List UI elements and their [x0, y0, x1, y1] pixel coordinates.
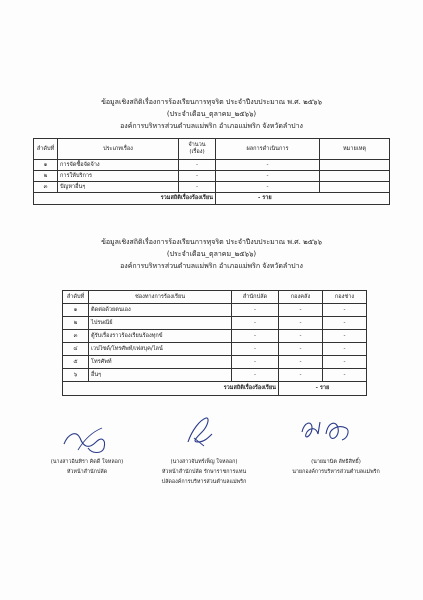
table-row	[34, 182, 390, 193]
row-note	[320, 171, 390, 182]
row-office: -	[232, 330, 279, 343]
row-no: ๖	[63, 369, 89, 382]
table-row	[34, 160, 390, 171]
row-result: -	[216, 160, 320, 171]
signature-3-position: นายกองค์การบริหารส่วนตำบลแม่พริก	[292, 469, 380, 475]
header-no: ลำดับที่	[34, 139, 58, 160]
header-count: จำนวน (เรื่อง)	[179, 139, 216, 160]
complaint-type-table	[33, 138, 390, 205]
summary-label: รวมสถิติเรื่องร้องเรียน	[63, 382, 279, 396]
section2-period: (ประจำเดือน_ตุลาคม_๒๕๖๖)	[166, 250, 257, 258]
summary-value: - ราย	[216, 193, 390, 205]
row-count: -	[179, 182, 216, 193]
row-office: -	[232, 343, 279, 356]
row-finance: -	[279, 317, 323, 330]
header-engineering: กองช่าง	[323, 291, 367, 304]
row-count: -	[179, 171, 216, 182]
complaint-channel-table	[62, 290, 367, 396]
row-note	[320, 160, 390, 171]
row-no: ๔	[63, 343, 89, 356]
row-office: -	[232, 369, 279, 382]
signature-3-name: (นายมานิต ลัทธิสิทธิ์)	[311, 459, 361, 465]
row-result: -	[216, 171, 320, 182]
row-finance: -	[279, 356, 323, 369]
summary-label: รวมสถิติเรื่องร้องเรียน	[34, 193, 216, 205]
row-no: ๓	[63, 330, 89, 343]
header-office: สำนักปลัด	[232, 291, 279, 304]
header-finance: กองคลัง	[279, 291, 323, 304]
row-no: ๕	[63, 356, 89, 369]
header-type: ประเภทเรื่อง	[58, 139, 179, 160]
row-office: -	[232, 356, 279, 369]
row-engineering: -	[323, 369, 367, 382]
signature-1-mark	[58, 420, 114, 458]
table-header-row	[34, 139, 390, 160]
row-note	[320, 182, 390, 193]
row-office: -	[232, 317, 279, 330]
row-engineering: -	[323, 317, 367, 330]
table-row	[63, 343, 367, 356]
row-finance: -	[279, 343, 323, 356]
section1-period: (ประจำเดือน_ตุลาคม_๒๕๖๖)	[166, 110, 257, 118]
row-type: การให้บริการ	[58, 171, 179, 182]
row-no: ๑	[34, 160, 58, 171]
row-channel: โทรศัพท์	[89, 356, 232, 369]
row-channel: ไปรษณีย์	[89, 317, 232, 330]
table-row	[34, 171, 390, 182]
row-count: -	[179, 160, 216, 171]
row-no: ๑	[63, 304, 89, 317]
section1-title: ข้อมูลเชิงสถิติเรื่องการร้องเรียนการทุจริต ประจำปีงบประมาณ พ.ศ. ๒๕๖๖	[101, 98, 322, 106]
row-type: ปัญหาอื่นๆ	[58, 182, 179, 193]
signature-2-position: หัวหน้าสำนักปลัด รักษาราชการแทน	[161, 469, 247, 475]
table-header-row	[63, 291, 367, 304]
row-engineering: -	[323, 304, 367, 317]
row-channel: เวปไซด์/โทรศัพท์/เฟสบุค/ไลน์	[89, 343, 232, 356]
table-row	[63, 304, 367, 317]
row-engineering: -	[323, 330, 367, 343]
signature-2-position-2: ปลัดองค์การบริหารส่วนตำบลแม่พริก	[161, 479, 247, 485]
row-engineering: -	[323, 356, 367, 369]
signature-3-mark	[296, 412, 354, 450]
header-channel: ช่องทางการร้องเรียน	[89, 291, 232, 304]
section1-organization: องค์การบริหารส่วนตำบลแม่พริก อำเภอแม่พริก จังหวัดลำปาง	[120, 122, 303, 130]
row-no: ๒	[34, 171, 58, 182]
row-type: การจัดซื้อจัดจ้าง	[58, 160, 179, 171]
row-finance: -	[279, 330, 323, 343]
row-office: -	[232, 304, 279, 317]
header-result: ผลการดำเนินการ	[216, 139, 320, 160]
section2-organization: องค์การบริหารส่วนตำบลแม่พริก อำเภอแม่พริก จังหวัดลำปาง	[120, 262, 303, 270]
row-channel: ตู้รับเรื่องราวร้องเรียนร้องทุกข์	[89, 330, 232, 343]
signature-2-mark	[178, 412, 218, 452]
header-note: หมายเหตุ	[320, 139, 390, 160]
row-finance: -	[279, 369, 323, 382]
section2-title: ข้อมูลเชิงสถิติเรื่องการร้องเรียนการทุจริต ประจำปีงบประมาณ พ.ศ. ๒๕๖๖	[101, 238, 322, 246]
table-row	[63, 330, 367, 343]
signature-1-position: หัวหน้าสำนักปลัด	[66, 469, 108, 475]
summary-value: - ราย	[279, 382, 367, 396]
row-finance: -	[279, 304, 323, 317]
table-row	[63, 369, 367, 382]
summary-row	[34, 193, 390, 205]
summary-row	[63, 382, 367, 396]
row-result: -	[216, 182, 320, 193]
row-no: ๒	[63, 317, 89, 330]
signature-1-name: (นางสาวอินทิรา คิดดี ใจหลอก)	[50, 459, 124, 465]
table-row	[63, 356, 367, 369]
header-no: ลำดับที่	[63, 291, 89, 304]
row-channel: อื่นๆ	[89, 369, 232, 382]
table-row	[63, 317, 367, 330]
signature-2-name: (นางสาวจันทร์เพ็ญ ใจหลอก)	[170, 459, 238, 465]
row-no: ๓	[34, 182, 58, 193]
row-channel: ติดต่อด้วยตนเอง	[89, 304, 232, 317]
row-engineering: -	[323, 343, 367, 356]
